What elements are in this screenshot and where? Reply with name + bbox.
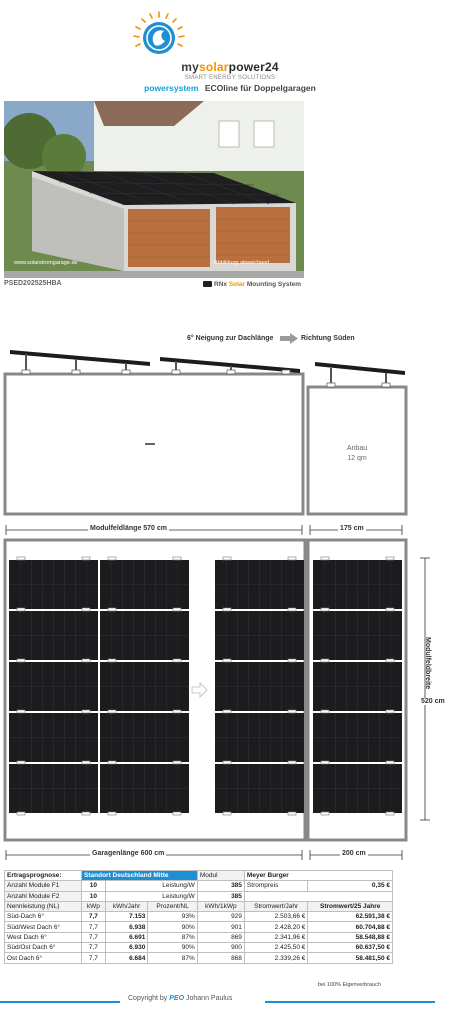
count-f1-label: Anzahl Module F1 (5, 881, 82, 891)
count-f2-value: 10 (82, 891, 106, 901)
module-clamp (82, 659, 90, 662)
footer-copyright (128, 995, 232, 1002)
module-clamp (173, 812, 181, 815)
module-clamp (223, 557, 231, 560)
author-name: Johann Paulus (186, 995, 233, 1002)
annex-label (307, 444, 407, 464)
mounting-system-label (203, 281, 301, 288)
column-header: kWp (82, 901, 106, 911)
module-clamp (288, 557, 296, 560)
mounting-accent: Solar (228, 281, 246, 288)
module-clamp (82, 608, 90, 611)
module-clamp (173, 710, 181, 713)
module-clamp (108, 557, 116, 560)
module-label: Modul (197, 871, 244, 881)
column-header: Prozent/NL (148, 901, 197, 911)
row-value-25: 60.637,50 € (308, 943, 393, 953)
module-clamp (17, 557, 25, 560)
module-clamp (288, 608, 296, 611)
footer-divider (265, 1001, 435, 1003)
column-header: Stromwert/25 Jahre (308, 901, 393, 911)
self-consumption-note: bei 100% Eigenverbrauch (318, 982, 381, 988)
module-brand: Meyer Burger (244, 871, 392, 881)
module-clamp (288, 710, 296, 713)
row-kwp: 7,7 (82, 953, 106, 963)
row-value-25: 60.704,88 € (308, 922, 393, 932)
table-header-row (5, 901, 393, 911)
module-clamp (17, 608, 25, 611)
peo-logo: PEO (169, 995, 185, 1002)
count-f1-value: 10 (82, 881, 106, 891)
power-label-f2: Leistung/W (105, 891, 197, 901)
table-row (5, 953, 393, 963)
module-clamp (108, 761, 116, 764)
row-name: Süd/West Dach 6° (5, 922, 82, 932)
row-percent: 87% (148, 932, 197, 942)
module-clamp (173, 659, 181, 662)
module-clamp (321, 761, 329, 764)
brand-part-3: power24 (228, 60, 279, 74)
module-clamp (386, 659, 394, 662)
module-clamp (17, 761, 25, 764)
module-clamp (223, 608, 231, 611)
brand-part-1: my (181, 60, 199, 74)
table-row (5, 881, 393, 891)
garage-photo (4, 101, 304, 278)
row-kwh: 6.938 (105, 922, 148, 932)
module-clamp (108, 710, 116, 713)
mounting-prefix: RNx (214, 281, 229, 288)
module-clamp (223, 761, 231, 764)
row-kwp: 7,7 (82, 912, 106, 922)
row-percent: 93% (148, 912, 197, 922)
row-per-kwp: 929 (197, 912, 244, 922)
module-clamp (17, 659, 25, 662)
column-header: kWh/1kWp (197, 901, 244, 911)
module-clamp (82, 557, 90, 560)
table-title: Ertragsprognose: (5, 871, 82, 881)
module-clamp (386, 608, 394, 611)
yield-table (4, 870, 393, 964)
product-code: PSED202525HBA (4, 280, 62, 287)
module-clamp (108, 659, 116, 662)
module-clamp (288, 812, 296, 815)
module-clamp (321, 812, 329, 815)
module-clamp (223, 812, 231, 815)
price-label: Strompreis (244, 881, 307, 891)
row-percent: 87% (148, 953, 197, 963)
row-kwp: 7,7 (82, 922, 106, 932)
row-kwh: 6.930 (105, 943, 148, 953)
row-kwp: 7,7 (82, 943, 106, 953)
row-kwh: 6.691 (105, 932, 148, 942)
table-row (5, 891, 393, 901)
annex-width-label: 175 cm (340, 525, 364, 532)
module-field-length-label: Modulfeldlänge 570 cm (90, 525, 168, 532)
power-f1-value: 385 (197, 881, 244, 891)
module-clamp (17, 710, 25, 713)
module-clamp (82, 710, 90, 713)
row-name: West Dach 6° (5, 932, 82, 942)
module-clamp (386, 557, 394, 560)
annex-length-label: 200 cm (342, 850, 366, 857)
copyright-text: Copyright by (128, 995, 168, 1002)
module-clamp (223, 659, 231, 662)
annex-name: Anbau (346, 445, 368, 452)
module-clamp (288, 659, 296, 662)
side-view-drawing (0, 342, 460, 517)
module-clamp (321, 659, 329, 662)
row-value-year: 2.339,26 € (244, 953, 307, 963)
photo-caption-website: www.solarstromgarage.de (14, 260, 78, 266)
row-kwh: 7.153 (105, 912, 148, 922)
module-clamp (173, 557, 181, 560)
brand-part-2: solar (198, 60, 229, 74)
row-per-kwp: 901 (197, 922, 244, 932)
table-row (5, 932, 393, 942)
module-clamp (321, 608, 329, 611)
column-header: kWh/Jahr (105, 901, 148, 911)
column-header: Stromwert/Jahr (244, 901, 307, 911)
row-name: Süd/Ost Dach 6° (5, 943, 82, 953)
page-title (0, 83, 460, 93)
photo-caption-disclaimer: Abbildung abweichend (214, 260, 270, 266)
row-percent: 90% (148, 943, 197, 953)
location-cell: Standort Deutschland Mitte (82, 871, 198, 881)
row-value-25: 62.591,38 € (308, 912, 393, 922)
module-clamp (17, 812, 25, 815)
rnx-logo-icon (203, 281, 212, 287)
module-clamp (173, 608, 181, 611)
table-row (5, 871, 393, 881)
module-clamp (386, 710, 394, 713)
title-rest: ECOline für Doppelgaragen (204, 83, 316, 93)
module-clamp (386, 761, 394, 764)
column-header: Nennleistung (NL) (5, 901, 82, 911)
module-clamp (223, 710, 231, 713)
title-accent: powersystem (144, 83, 199, 93)
row-value-year: 2.341,96 € (244, 932, 307, 942)
module-clamp (82, 761, 90, 764)
module-clamp (108, 608, 116, 611)
power-f2-value: 385 (197, 891, 244, 901)
row-per-kwp: 869 (197, 932, 244, 942)
module-clamp (108, 812, 116, 815)
row-value-25: 58.481,50 € (308, 953, 393, 963)
module-clamp (321, 557, 329, 560)
row-name: Ost Dach 6° (5, 953, 82, 963)
power-label-f1: Leistung/W (105, 881, 197, 891)
price-value: 0,35 € (308, 881, 393, 891)
module-field-width-value: 520 cm (421, 698, 445, 705)
row-name: Süd-Dach 6° (5, 912, 82, 922)
garage-length-label: Garagenlänge 600 cm (92, 850, 165, 857)
module-clamp (288, 761, 296, 764)
row-value-year: 2.425,50 € (244, 943, 307, 953)
footer-divider (0, 1001, 120, 1003)
annex-area: 12 qm (347, 455, 367, 462)
row-value-year: 2.428,20 € (244, 922, 307, 932)
row-value-year: 2.503,66 € (244, 912, 307, 922)
row-percent: 90% (148, 922, 197, 932)
table-row (5, 912, 393, 922)
module-clamp (173, 761, 181, 764)
brand-tagline: SMART ENERGY SOLUTIONS (184, 75, 276, 81)
row-value-25: 58.548,88 € (308, 932, 393, 942)
table-row (5, 922, 393, 932)
row-per-kwp: 868 (197, 953, 244, 963)
brand-name (0, 60, 460, 74)
mounting-suffix: Mounting System (245, 281, 302, 288)
row-per-kwp: 900 (197, 943, 244, 953)
count-f2-label: Anzahl Module F2 (5, 891, 82, 901)
module-clamp (321, 710, 329, 713)
module-clamp (82, 812, 90, 815)
row-kwp: 7,7 (82, 932, 106, 942)
tilt-label: 6° Neigung zur Dachlänge (187, 335, 274, 342)
module-field-width-label: Modulfeldbreite (424, 636, 431, 690)
top-view-drawing (0, 520, 460, 868)
module-clamp (386, 812, 394, 815)
table-row (5, 943, 393, 953)
row-kwh: 6.684 (105, 953, 148, 963)
direction-label: Richtung Süden (301, 335, 355, 342)
